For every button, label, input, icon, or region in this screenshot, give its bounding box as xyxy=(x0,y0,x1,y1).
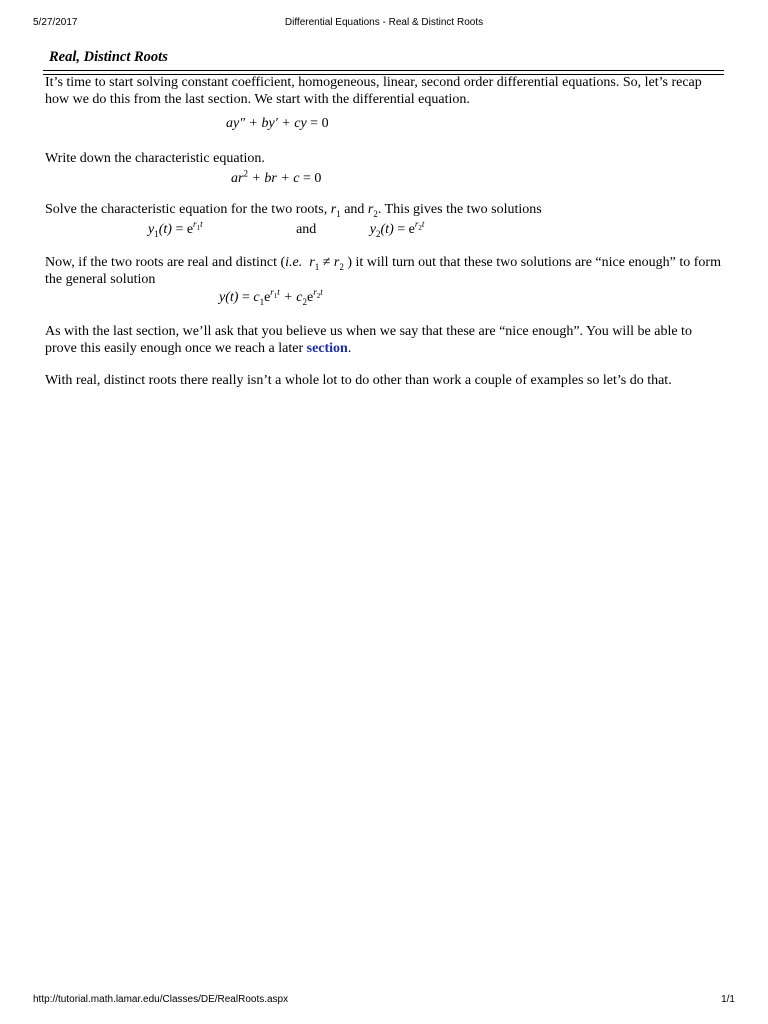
paragraph-roots: Solve the characteristic equation for the two roots, $r_1$ and $r_2$. This gives the two solutions xyxy=(45,202,542,219)
equation-general-solution: $y(t) = c_1e^{r_1t} + c_2e^{r_2t}$ xyxy=(219,287,323,307)
section-link[interactable]: section xyxy=(306,341,348,356)
print-date: 5/27/2017 xyxy=(33,17,78,28)
print-title: Differential Equations - Real & Distinct Roots xyxy=(284,17,484,28)
equation-characteristic: $ar^2$ + br + c = 0 xyxy=(231,168,322,186)
paragraph-intro: It’s time to start solving constant coefficient, homogeneous, linear, second order differential equations. So, let’s recap how we do this from the last section. We start with the differential equation. xyxy=(45,75,702,107)
paragraph-nice-enough: As with the last section, we’ll ask that you believe us when we say that these are “nice enough”. You will be able to prove this easily enough once we reach a later section. xyxy=(45,324,692,356)
print-page-number: 1/1 xyxy=(721,994,735,1005)
title-rule-top xyxy=(43,70,724,71)
print-header xyxy=(33,17,735,31)
paragraph-examples: With real, distinct roots there really isn’t a whole lot to do other than work a couple of examples so let’s do that. xyxy=(45,373,672,388)
solutions-and: and xyxy=(296,222,317,237)
equation-solutions: $y_1(t) = e^{r_1t}$ and $y_2(t) = e^{r_2t}$ xyxy=(148,219,425,239)
section-title: Real, Distinct Roots xyxy=(49,49,168,65)
paragraph-characteristic: Write down the characteristic equation. xyxy=(45,151,265,166)
print-url: http://tutorial.math.lamar.edu/Classes/DE/RealRoots.aspx xyxy=(33,994,289,1005)
equation-differential: ay″ + by′ + cy = 0 xyxy=(226,116,329,131)
article-body xyxy=(45,74,725,389)
print-footer xyxy=(33,994,735,1008)
paragraph-distinct: Now, if the two roots are real and distinct (i.e. $r_1 \ne r_2$ ) it will turn out that these two solutions are “nice enough” to form the general solution xyxy=(45,255,721,287)
